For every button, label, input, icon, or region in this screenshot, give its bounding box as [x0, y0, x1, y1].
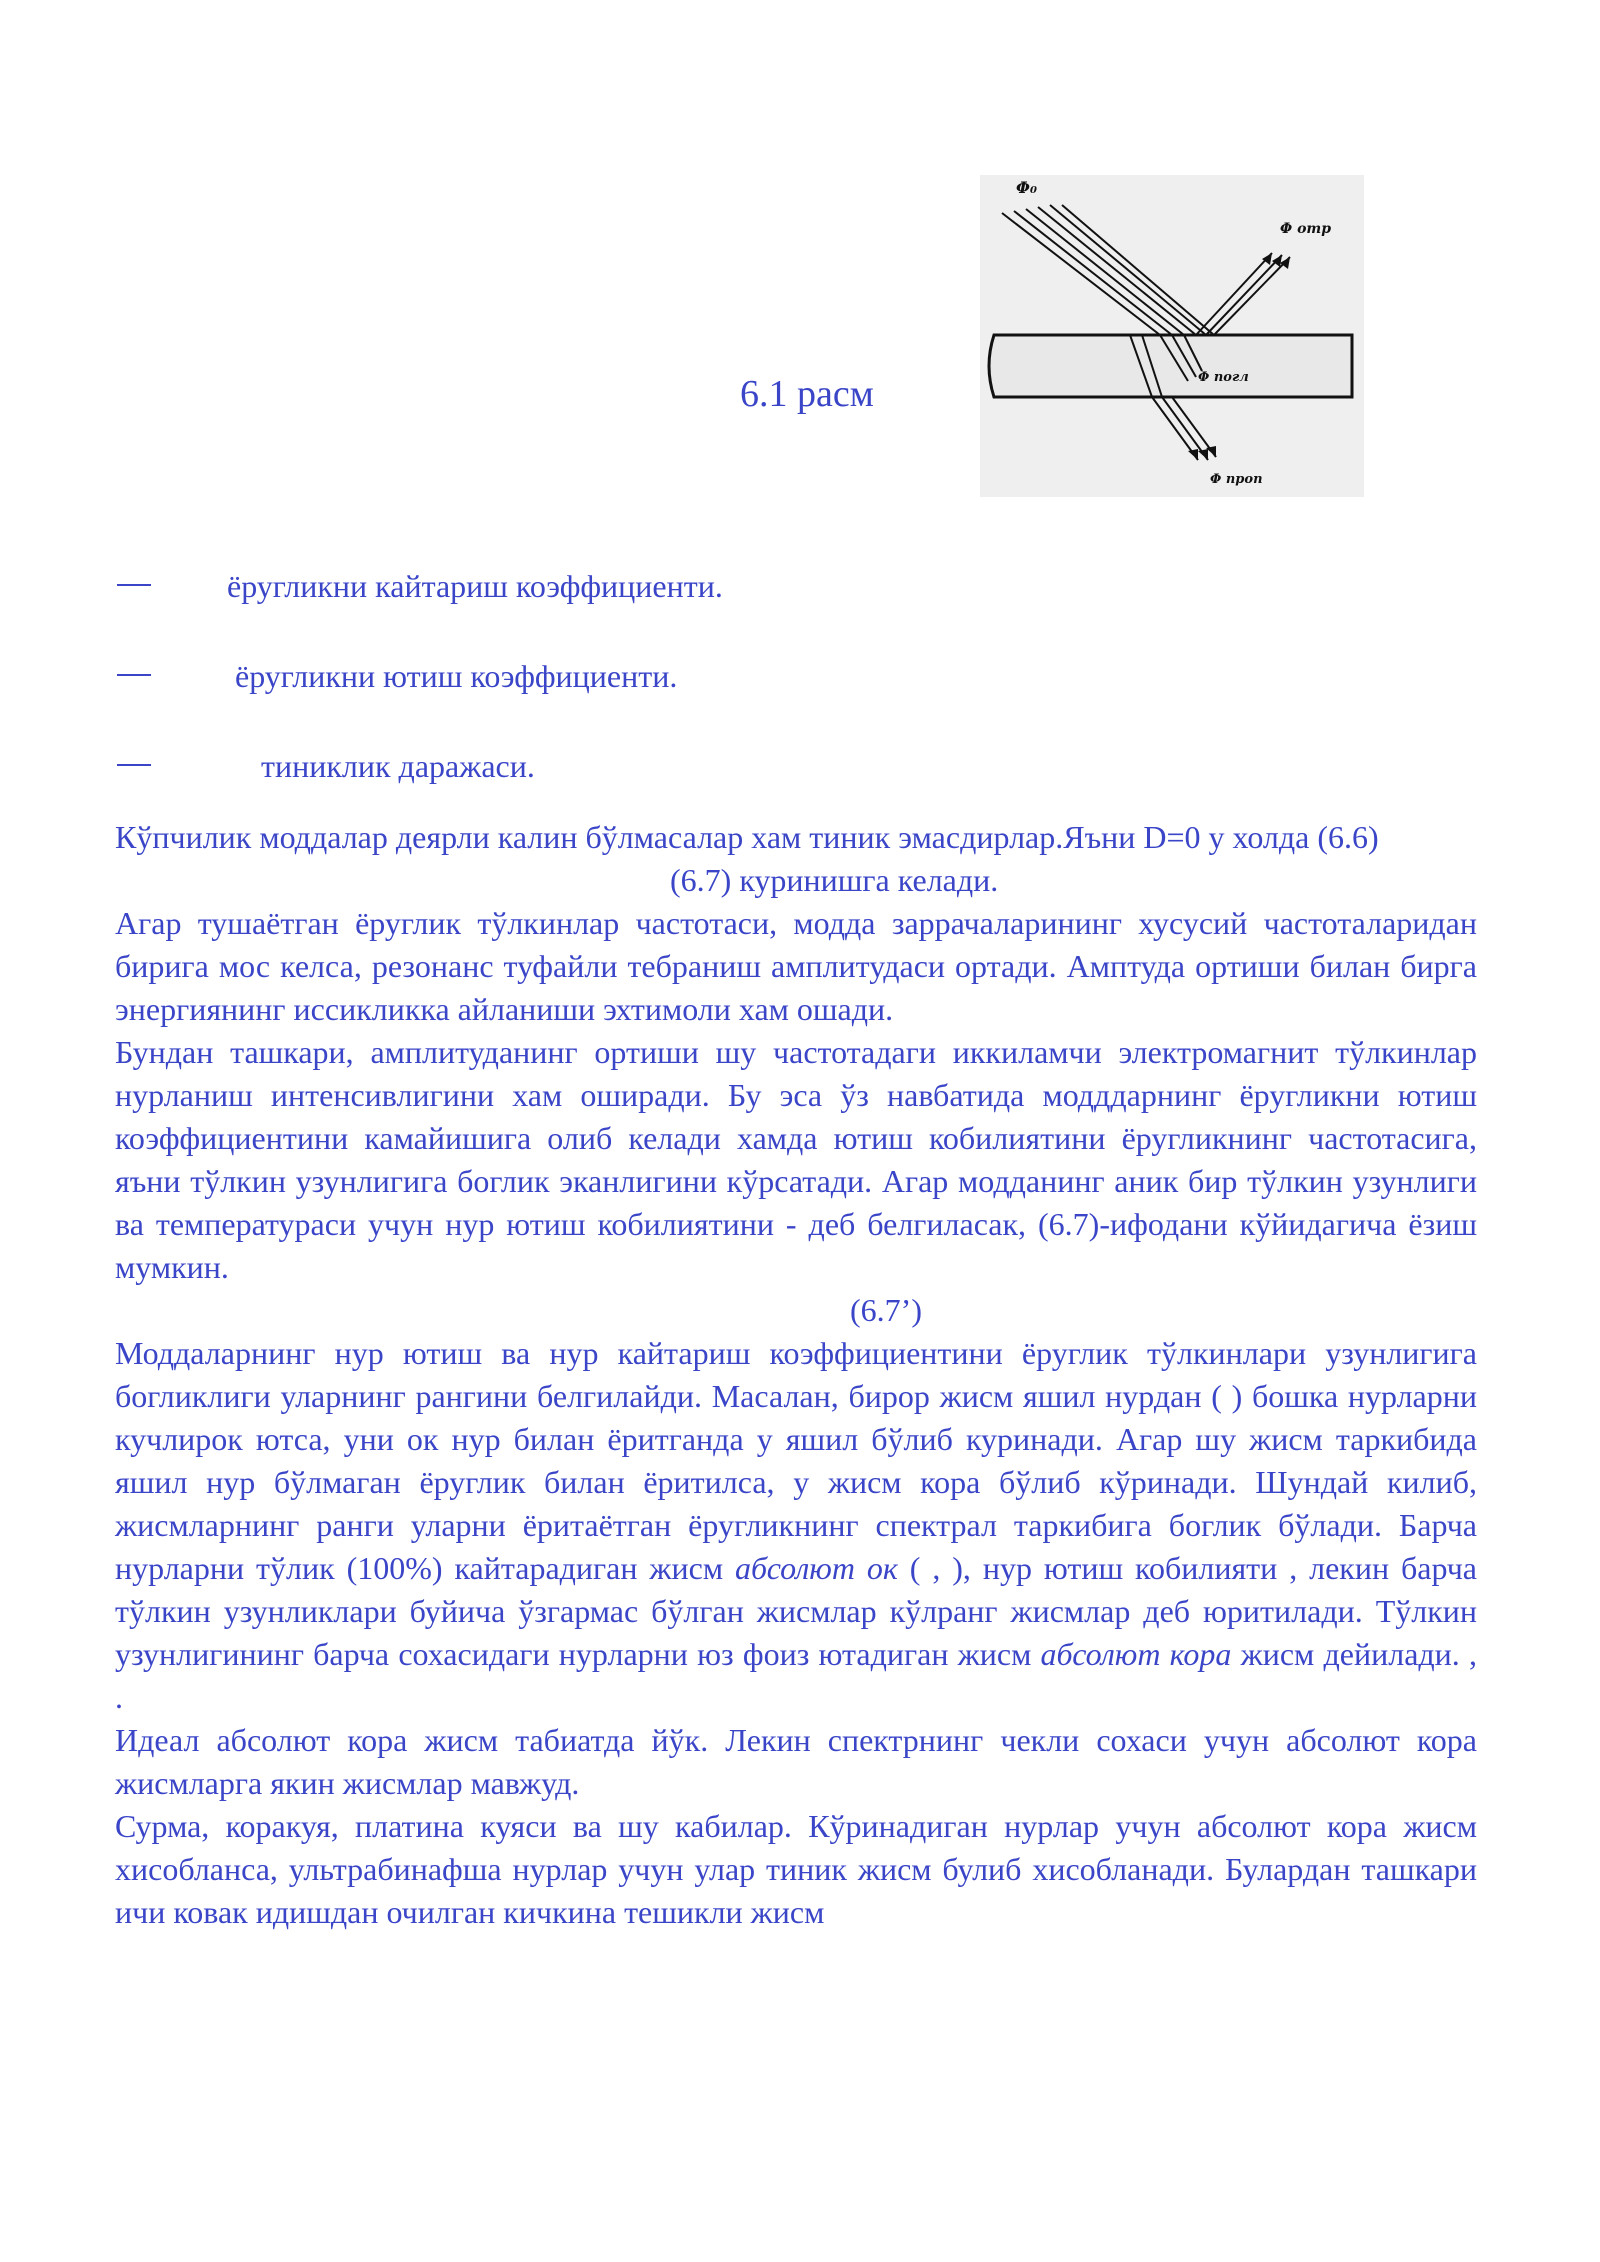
phi0-label: Φ₀ — [1016, 178, 1037, 197]
definition-text: ёругликни кайтариш коэффициенти. — [227, 568, 723, 604]
dash-line — [117, 674, 151, 676]
phi-pogl-label: Φ погл — [1198, 370, 1249, 385]
paragraph-3: Бундан ташкари, амплитуданинг ортиши шу частотадаги иккиламчи электромагнит тўлкинлар нурланиш интенсивлигини хам оширади. Бу эса ўз навбатида модддарнинг ёругликни ютиш коэффициентини камайишига олиб келади хамда ютиш кобилиятини ёругликнинг частотасига, яъни тўлкин узунлигига боглик эканлигини кўрсатади. Агар модданинг аник бир тўлкин узунлиги ва температураси учун нур ютиш кобилиятини - деб белгиласак, (6.7)-ифодани кўйидагича ёзиш мумкин. — [115, 1034, 1477, 1285]
term-absolute-black: абсолют кора — [1040, 1636, 1232, 1672]
equation-6-7-line: (6.7) куринишга келади. — [670, 862, 999, 898]
paragraph-1: Кўпчилик моддалар деярли калин бўлмасалар хам тиник эмасдирлар.Яъни D=0 у холда (6.6) — [115, 819, 1379, 855]
definition-text: ёругликни ютиш коэффициенти. — [235, 658, 678, 694]
dash-line — [117, 584, 151, 586]
term-absolute-white: абсолют ок — [735, 1550, 898, 1586]
reflection-diagram — [980, 175, 1364, 497]
paragraph-4 — [115, 1332, 1477, 1719]
body-text — [115, 816, 1477, 1934]
paragraph-4-part-b: ( , ), нур ютиш кобилияти , лекин барча тўлкин узунликлари буйича ўзгармас бўлган жисмлар кўлранг жисмлар деб юритилади. Тўлкин узунлигининг барча сохасидаги нурларни юз фоиз ютадиган жисм — [115, 1550, 1478, 1672]
paragraph-6: Сурма, коракуя, платина куяси ва шу кабилар. Кўринадиган нурлар учун абсолют кора жисм хисобланса, ультрабинафша нурлар учун улар тиник жисм булиб хисобланади. Булардан ташкари ичи ковак идишдан очилган кичкина тешикли жисм — [115, 1808, 1477, 1930]
dash-line — [117, 764, 151, 766]
equation-6-7-prime: (6.7’) — [850, 1292, 922, 1328]
figure-caption: 6.1 расм — [740, 373, 874, 415]
phi-otr-label: Φ отр — [1280, 221, 1332, 237]
paragraph-4-part-a: Моддаларнинг нур ютиш ва нур кайтариш коэффициентини ёруглик тўлкинлари узунлигига богликлиги уларнинг рангини белгилайди. Масалан, бирор жисм яшил нурдан ( ) бошка нурларни кучлирок ютса, уни ок нур билан ёритганда у яшил бўлиб куринади. Агар шу жисм таркибида яшил нур бўлмаган ёруглик билан ёритилса, у жисм кора бўлиб кўринади. Шундай килиб, жисмларнинг ранги уларни ёритаётган ёругликнинг спектрал таркибига боглик бўлади. Барча нурларни тўлик (100%) кайтарадиган жисм — [115, 1335, 1477, 1586]
phi-prop-label: Φ проп — [1210, 472, 1263, 487]
paragraph-2: Агар тушаётган ёруглик тўлкинлар частотаси, модда заррачаларининг хусусий частоталаридан бирига мос келса, резонанс туфайли тебраниш амплитудаси ортади. Амптуда ортиши билан бирга энергиянинг иссикликка айланиши эхтимоли хам ошади. — [115, 905, 1477, 1027]
paragraph-4-part-c: жисм дейилади. , . — [115, 1636, 1478, 1715]
definition-text: тиниклик даражаси. — [261, 748, 535, 784]
paragraph-5: Идеал абсолют кора жисм табиатда йўк. Лекин спектрнинг чекли сохаси учун абсолют кора жисмларга якин жисмлар мавжуд. — [115, 1722, 1477, 1801]
